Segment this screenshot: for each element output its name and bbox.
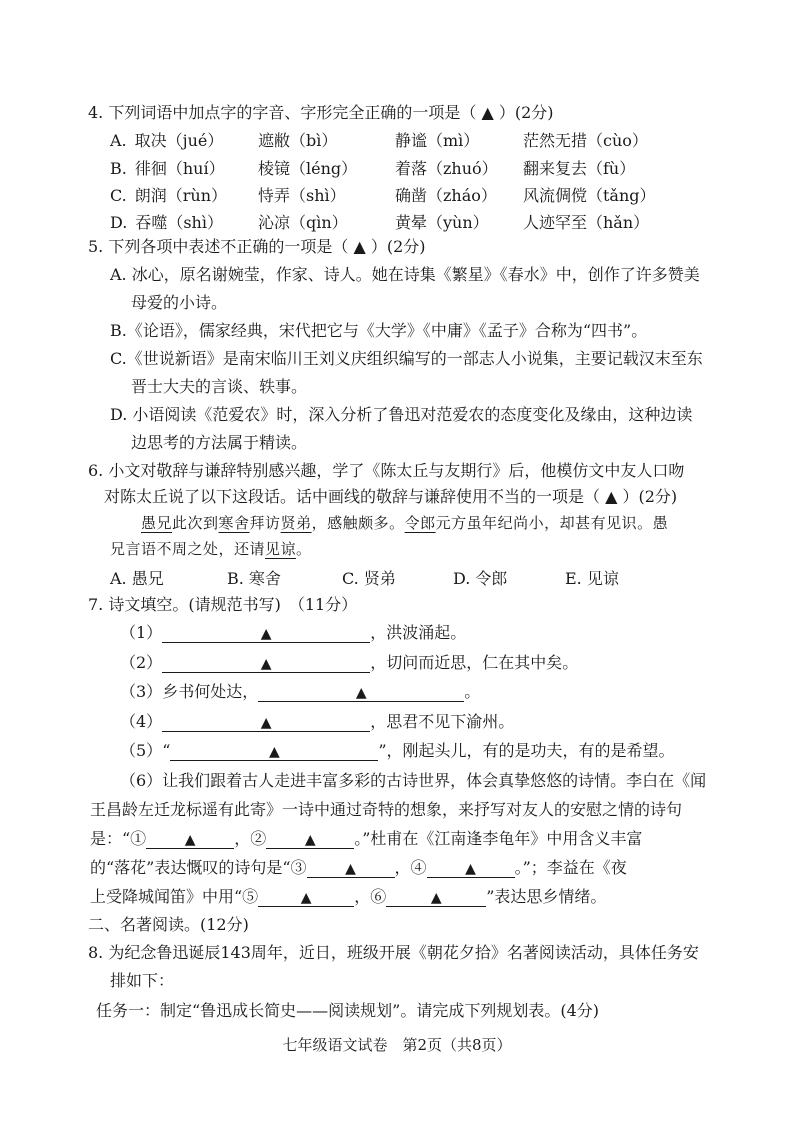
answer-blank-6-2[interactable] [266,830,354,849]
q6-stem-1: 6. 小文对敬辞与谦辞特别感兴趣，学了《陈太丘与友期行》后，他模仿文中友人口吻 [88,461,685,480]
triangle-icon: ▲ [345,861,356,877]
q4-option-d-word-1: D. 吞噬（shì） [110,213,223,232]
q6-option-c: C. 贤弟 [342,569,396,588]
q6-word-xiandi: 贤弟 [280,514,312,532]
q5-option-c: C.《世说新语》是南宋临川王刘义庆组织编写的一部志人小说集，主要记载汉末至东 [110,349,703,368]
q4-stem: 4. 下列词语中加点字的字音、字形完全正确的一项是（ ▲ ）(2分) [88,103,554,122]
q7-line-2: （2） ▲ ，切问而近思，仁在其中矣。 [120,653,579,672]
q7-para-6-line-1: （6）让我们跟着古人走进丰富多彩的古诗世界，体会真挚悠悠的诗情。李白在《闻 [120,771,707,790]
q5-option-b: B.《论语》，儒家经典，宋代把它与《大学》《中庸》《孟子》合称为“四书”。 [110,321,648,340]
triangle-icon: ▲ [300,890,312,906]
q4-option-b-word-1: B. 徘徊（huí） [110,159,225,178]
triangle-icon: ▲ [430,890,442,906]
q4-option-label: B. [110,159,127,178]
q4-option-a-word-3: 静谧（mì） [395,131,480,150]
triangle-icon: ▲ [260,656,272,672]
q7-line-3: （3）乡书何处达， ▲ 。 [120,682,481,701]
q4-option-label: A. [110,131,127,150]
q4-option-label: C. [110,186,127,205]
answer-blank-6-5[interactable] [258,888,354,907]
answer-blank-1[interactable] [162,624,370,643]
triangle-icon: ▲ [304,832,316,848]
q6-word-linglang: 令郎 [404,514,436,532]
q7-para-6-line-2: 王昌龄左迁龙标遥有此寄》一诗中通过奇特的想象，来抒写对友人的安慰之情的诗句 [90,800,683,819]
q4-option-b-word-3: 着落（zhuó） [395,159,498,178]
q6-option-d: D. 令郎 [453,569,508,588]
q6-stem-2: 对陈太丘说了以下这段话。话中画线的敬辞与谦辞使用不当的一项是（ ▲ ）(2分) [104,487,678,506]
answer-blank-6-6[interactable] [386,888,486,907]
q4-option-a-word-4: 茫然无措（cùo） [523,131,648,150]
answer-blank-6-4[interactable] [427,859,515,878]
answer-blank-4[interactable] [162,713,370,732]
q6-option-e: E. 见谅 [565,569,619,588]
q5-option-a-cont: 母爱的小诗。 [131,293,228,312]
q6-word-yuxiong: 愚兄 [141,514,173,532]
q8-stem-2: 排如下： [110,971,175,990]
q4-option-c-word-4: 风流倜傥（tǎng） [523,186,656,205]
q8-stem-1: 8. 为纪念鲁迅诞辰143周年，近日，班级开展《朝花夕拾》名著阅读活动，具体任务安 [88,943,699,962]
q4-option-a-word-2: 遮敝（bì） [258,131,338,150]
q7-line-1: （1） ▲ ，洪波涌起。 [120,623,467,642]
answer-blank-2[interactable] [162,654,370,673]
q6-word-hanshe: 寒舍 [218,514,250,532]
triangle-icon: ▲ [268,744,280,760]
q6-word-jianliang: 见谅 [265,540,297,558]
q4-option-a-word-1: A. 取决（jué） [110,131,224,150]
q4-option-d-word-3: 黄晕（yùn） [395,213,489,232]
triangle-icon: ▲ [184,832,196,848]
triangle-icon: ▲ [465,861,476,877]
q7-line-4: （4） ▲ ，思君不见下渝州。 [120,712,515,731]
q6-option-b: B. 寒舍 [227,569,281,588]
q4-option-c-word-2: 恃弄（shì） [258,186,346,205]
q7-para-6-line-5: 上受降城闻笛》中用“⑤ ▲ ，⑥ ▲ ”表达思乡情绪。 [90,887,607,906]
triangle-icon: ▲ [260,626,272,642]
q4-option-label: D. [110,213,128,232]
answer-blank-3[interactable] [258,683,464,702]
q4-option-c-word-1: C. 朗润（rùn） [110,186,228,205]
q7-stem: 7. 诗文填空。(请规范书写) （11分） [88,595,358,614]
q7-para-6-line-3: 是：“① ▲ ，② ▲ 。”杜甫在《江南逢李龟年》中用含义丰富 [90,829,643,848]
q4-option-c-word-3: 确凿（zháo） [395,186,497,205]
q5-option-d-cont: 边思考的方法属于精读。 [131,433,308,452]
answer-blank-6-1[interactable] [146,830,234,849]
answer-blank-6-3[interactable] [307,859,395,878]
section-2-heading: 二、名著阅读。(12分) [88,915,249,934]
q7-line-5: （5）“ ▲ ”，刚起头儿，有的是功夫，有的是希望。 [120,741,675,760]
triangle-icon: ▲ [355,685,367,701]
q8-task-1: 任务一：制定“鲁迅成长简史——阅读规划”。请完成下列规划表。(4分) [96,1001,600,1020]
q5-stem: 5. 下列各项中表述不正确的一项是（ ▲ ）(2分) [88,237,426,256]
q5-option-d: D. 小语阅读《范爱农》时，深入分析了鲁迅对范爱农的态度变化及缘由，这种边读 [110,405,693,424]
q6-quote-line-1: 愚兄此次到寒舍拜访贤弟，感触颇多。令郎元方虽年纪尚小，却甚有见识。愚 [141,514,669,532]
answer-blank-5[interactable] [170,742,378,761]
q5-option-c-cont: 晋士大夫的言谈、轶事。 [131,377,308,396]
q4-option-d-word-4: 人迹罕至（hǎn） [523,213,650,232]
q6-option-a: A. 愚兄 [110,569,164,588]
q4-option-d-word-2: 沁凉（qìn） [258,213,348,232]
triangle-icon: ▲ [260,715,272,731]
q7-para-6-line-4: 的“落花”表达慨叹的诗句是“③ ▲ ，④ ▲ 。”；李益在《夜 [90,858,627,877]
page-footer: 七年级语文试卷 第2页（共8页） [282,1036,512,1054]
q5-option-a: A. 冰心，原名谢婉莹，作家、诗人。她在诗集《繁星》《春水》中，创作了许多赞美 [110,265,700,284]
q4-option-b-word-2: 棱镜（léng） [258,159,358,178]
q6-quote-line-2: 兄言语不周之处，还请见谅。 [110,540,312,558]
q4-option-b-word-4: 翻来复去（fù） [523,159,636,178]
